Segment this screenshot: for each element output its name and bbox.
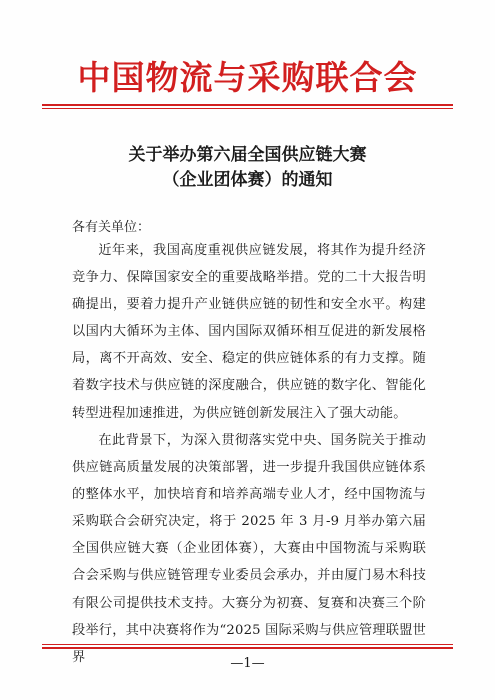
letterhead-rule-thin	[42, 108, 453, 109]
salutation: 各有关单位：	[72, 220, 151, 235]
organization-letterhead: 中国物流与采购联合会	[77, 58, 418, 97]
footer-rule-thin	[42, 644, 453, 645]
body-paragraph-2: 在此背景下，为深入贯彻落实党中央、国务院关于推动供应链高质量发展的决策部署，进一步提升我国供应链体系的整体水平，加快培育和培养高端专业人才，经中国物流与采购联合会研究决定，将于 2025 年 3 月-9 月举办第六届全国供应链大赛（企业团体赛），大赛由中国物流与采购联合会采购与供应链管理专业委员会承办，并由厦门易木科技有限公司提供技术支持。大赛分为初赛、复赛和决赛三个阶段举行，其中决赛将作为“2025 国际采购与供应管理联盟世界	[72, 433, 426, 665]
body-paragraph-1: 近年来，我国高度重视供应链发展，将其作为提升经济竞争力、保障国家安全的重要战略举措。党的二十大报告明确提出，要着力提升产业链供应链的韧性和安全水平。构建以国内大循环为主体、国内国际双循环相互促进的新发展格局，离不开高效、安全、稳定的供应链体系的有力支撑。随着数字技术与供应链的深度融合，供应链的数字化、智能化转型进程加速推进，为供应链创新发展注入了强大动能。	[72, 243, 426, 421]
page-number: —1—	[230, 656, 265, 671]
letterhead-rule-thick	[42, 104, 453, 106]
document-title-line-2: （企业团体赛）的通知	[162, 170, 333, 190]
footer-rule-thick	[42, 647, 453, 649]
document-title-line-1: 关于举办第六届全国供应链大赛	[128, 145, 367, 165]
